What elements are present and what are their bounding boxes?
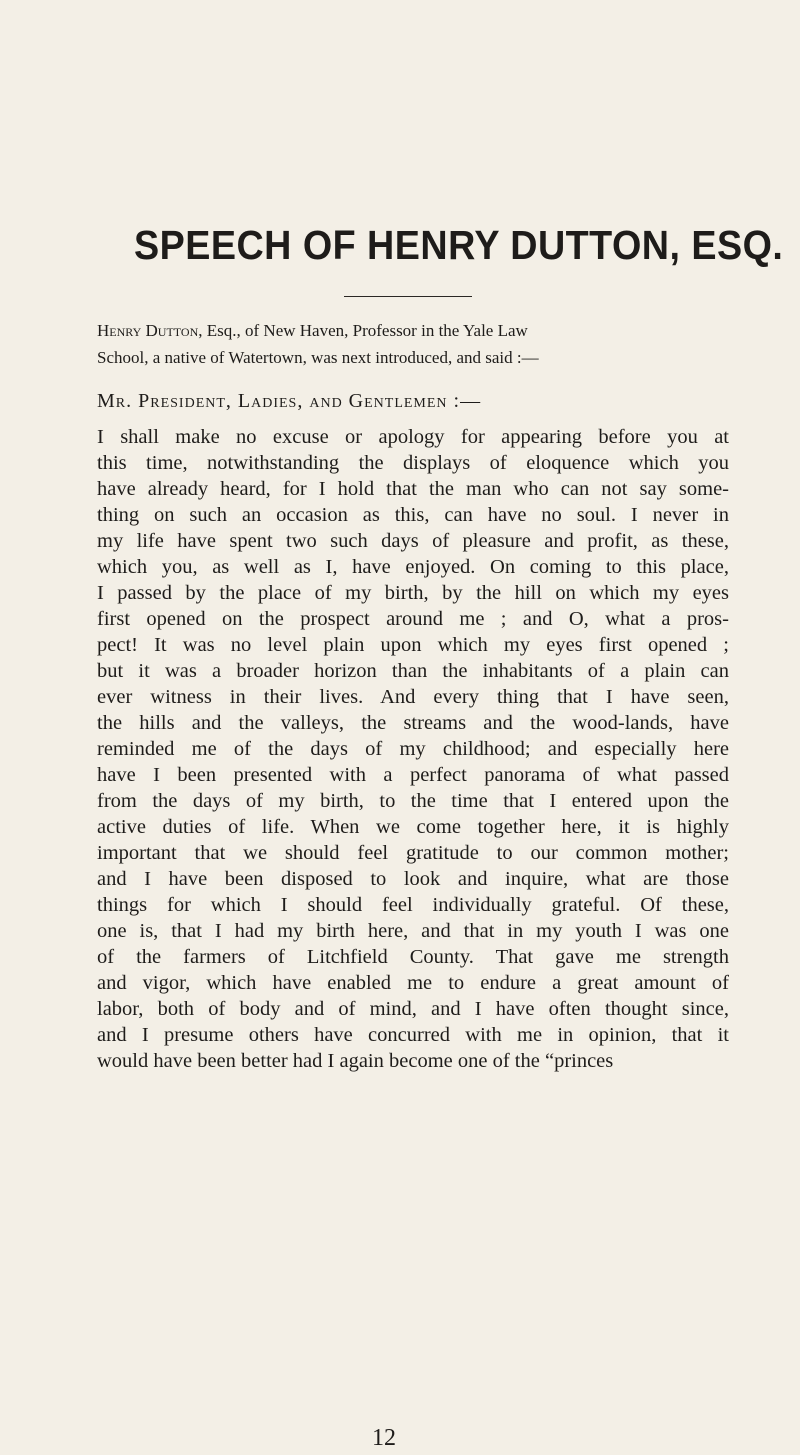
text-line: active duties of life. When we come together here, it is highly [97, 816, 729, 838]
text-line: ever witness in their lives. And every thing that I have seen, [97, 686, 729, 708]
text-line: my life have spent two such days of pleasure and profit, as these, [97, 530, 729, 552]
page-number: 12 [372, 1425, 396, 1451]
text-line: from the days of my birth, to the time that I entered upon the [97, 790, 729, 812]
page-title: SPEECH OF HENRY DUTTON, ESQ. [134, 222, 784, 268]
intro-line-1: , Esq., of New Haven, Professor in the Yale Law [198, 321, 528, 340]
text-line: things for which I should feel individually grateful. Of these, [97, 894, 729, 916]
text-line: pect! It was no level plain upon which my eyes first opened ; [97, 634, 729, 656]
text-line: one is, that I had my birth here, and that in my youth I was one [97, 920, 729, 942]
text-line: the hills and the valleys, the streams and the wood-lands, have [97, 712, 729, 734]
text-line: which you, as well as I, have enjoyed. On coming to this place, [97, 556, 729, 578]
text-line: and I have been disposed to look and inquire, what are those [97, 868, 729, 890]
text-line: first opened on the prospect around me ; and O, what a pros- [97, 608, 729, 630]
intro-line-2: School, a native of Watertown, was next introduced, and said :— [97, 348, 539, 367]
text-line: and vigor, which have enabled me to endure a great amount of [97, 972, 729, 994]
text-line: but it was a broader horizon than the inhabitants of a plain can [97, 660, 729, 682]
text-line: of the farmers of Litchfield County. That gave me strength [97, 946, 729, 968]
text-line: have already heard, for I hold that the man who can not say some- [97, 478, 729, 500]
text-line: thing on such an occasion as this, can have no soul. I never in [97, 504, 729, 526]
salutation: Mr. President, Ladies, and Gentlemen :— [97, 390, 482, 412]
text-line: labor, both of body and of mind, and I have often thought since, [97, 998, 729, 1020]
title-divider [344, 296, 472, 297]
text-line: and I presume others have concurred with me in opinion, that it [97, 1024, 729, 1046]
text-line: reminded me of the days of my childhood; and especially here [97, 738, 729, 760]
text-line: have I been presented with a perfect panorama of what passed [97, 764, 729, 786]
speech-body [97, 424, 729, 1074]
speaker-name: Henry Dutton [97, 321, 199, 340]
text-line: I shall make no excuse or apology for appearing before you at [97, 426, 729, 448]
text-line: this time, notwithstanding the displays of eloquence which you [97, 452, 729, 474]
text-line: important that we should feel gratitude to our common mother; [97, 842, 729, 864]
text-line: would have been better had I again become one of the “princes [97, 1050, 614, 1072]
intro-paragraph [97, 317, 727, 371]
text-line: I passed by the place of my birth, by the hill on which my eyes [97, 582, 729, 604]
